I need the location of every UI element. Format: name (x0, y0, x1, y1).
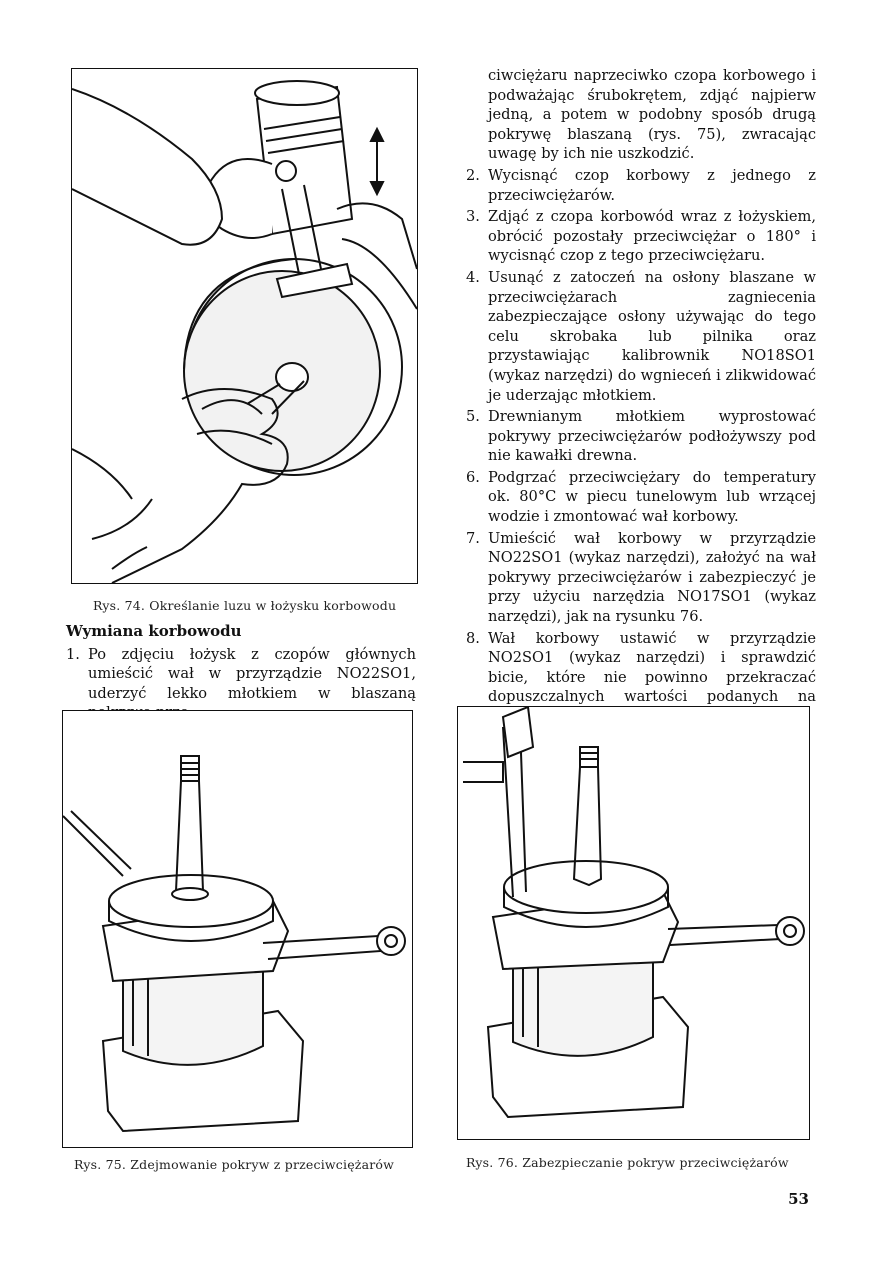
figure-75-drawing (63, 711, 412, 1147)
step-number: 8. (466, 629, 480, 647)
step-number: 7. (466, 529, 480, 547)
step-item (466, 407, 816, 466)
step-item (466, 468, 816, 527)
step-item (466, 207, 816, 266)
steps-list-right (466, 166, 816, 727)
step-text: Wycisnąć czop korbowy z jednego z przeciwciężarów. (488, 166, 816, 204)
right-column (466, 66, 816, 729)
figure-74-caption: Rys. 74. Określanie luzu w łożysku korbowodu (93, 598, 397, 613)
step-text: Zdjąć z czopa korbowód wraz z łożyskiem, obrócić pozostały przeciwciężar o 180° i wycisnąć czop z tego przeciwciężaru. (488, 208, 816, 265)
figure-74-crankshaft-play (71, 68, 418, 584)
step-text: Wał korbowy ustawić w przyrządzie NO2SO1 (wykaz narzędzi) i sprawdzić bicie, które nie powinno przekraczać dopuszczalnych wartości podanych na (488, 629, 816, 706)
page-number: 53 (788, 1190, 809, 1208)
section-heading: Wymiana korbowodu (66, 622, 242, 640)
step-text: Usunąć z zatoczeń na osłony blaszane w przeciwciężarach zagniecenia zabezpieczające osłony używając do tego celu skrobaka lub pilnika oraz przystawiając kalibrownik NO18SO1 (wykaz narzędzi) do wgnieceń i zlikwidować je uderzając młotkiem. (488, 268, 816, 404)
figure-74-drawing (72, 69, 417, 583)
step-number: 2. (466, 166, 480, 184)
step-text: Po zdjęciu łożysk z czopów głównych umieścić wał w przyrządzie NO22SO1, uderzyć lekko młotkiem w blaszaną (88, 645, 416, 702)
figure-76-caption: Rys. 76. Zabezpieczanie pokryw przeciwciężarów (466, 1155, 789, 1170)
figure-76-securing-covers (457, 706, 810, 1140)
step-number: 4. (466, 268, 480, 286)
step-number: 1. (66, 645, 80, 663)
step-number: 5. (466, 408, 480, 426)
figure-75-removing-covers (62, 710, 413, 1148)
step-number: 6. (466, 468, 480, 486)
continuation-text: ciwciężaru naprzeciwko czopa korbowego i podważając śrubokrętem, zdjąć najpierw jedną, a potem w podobny sposób drugą pokrywę blaszaną (rys. 75), zwracając uwagę by ich nie uszkodzić. (488, 67, 816, 163)
step-item (466, 529, 816, 627)
figure-75-caption: Rys. 75. Zdejmowanie pokryw z przeciwciężarów (74, 1157, 395, 1172)
step-text: Drewnianym młotkiem wyprostować pokrywy przeciwciężarów podłożywszy pod nie kawałki drewna. (488, 408, 816, 465)
figure-76-drawing (458, 707, 809, 1139)
step-text: Podgrzać przeciwciężary do temperatury ok. 80°C w piecu tunelowym lub wrzącej wodzie i zmontować wał korbowy. (488, 468, 816, 526)
step-item (466, 166, 816, 205)
step-number: 3. (466, 208, 480, 226)
step-item (466, 268, 816, 405)
step-text: Umieścić wał korbowy w przyrządzie NO22SO1 (wykaz narzędzi), założyć na wał pokrywy przeciwciężarów i zabezpieczyć je przy użyciu narzędzia NO17SO1 (wykaz narzędzi), jak na rysunku 76. (488, 529, 816, 626)
